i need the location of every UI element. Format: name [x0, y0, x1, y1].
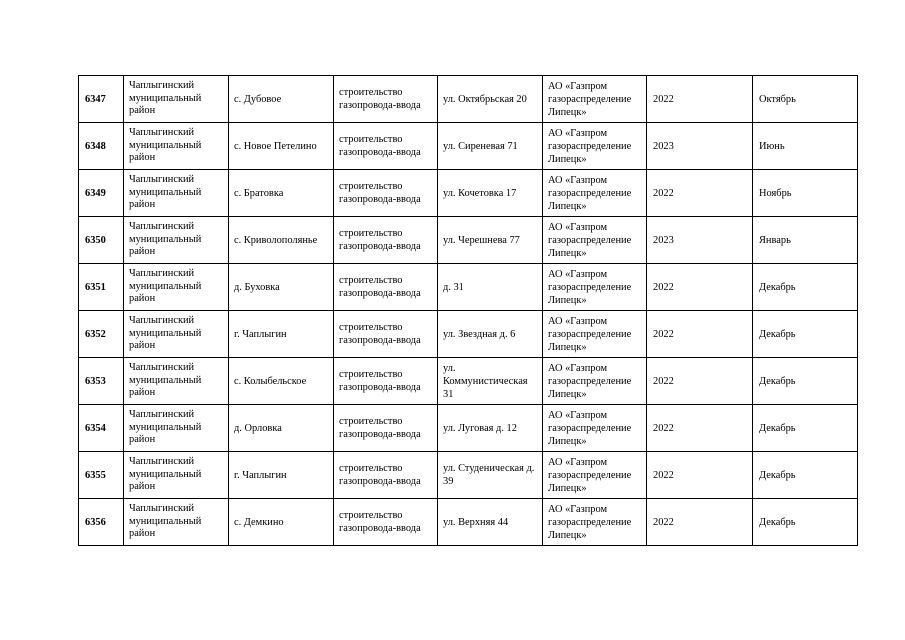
locality-cell: с. Колыбельское: [229, 358, 334, 405]
month-cell: Декабрь: [753, 264, 858, 311]
row-number-cell: 6353: [79, 358, 124, 405]
table-row: [79, 217, 858, 264]
month-cell: Декабрь: [753, 358, 858, 405]
table-row: [79, 358, 858, 405]
address-cell: ул. Луговая д. 12: [438, 405, 543, 452]
work-type-cell: строительство газопровода-ввода: [334, 170, 438, 217]
month-cell: Декабрь: [753, 405, 858, 452]
district-cell: Чаплыгинский муниципальный район: [124, 170, 229, 217]
address-cell: д. 31: [438, 264, 543, 311]
address-cell: ул. Черешнева 77: [438, 217, 543, 264]
table-row: [79, 123, 858, 170]
district-cell: Чаплыгинский муниципальный район: [124, 358, 229, 405]
district-cell: Чаплыгинский муниципальный район: [124, 405, 229, 452]
year-cell: 2022: [647, 311, 753, 358]
table-row: [79, 405, 858, 452]
month-cell: Июнь: [753, 123, 858, 170]
address-cell: ул. Коммунистическая 31: [438, 358, 543, 405]
organization-cell: АО «Газпром газораспределение Липецк»: [543, 217, 647, 264]
table-body: [79, 76, 858, 546]
year-cell: 2023: [647, 217, 753, 264]
month-cell: Декабрь: [753, 499, 858, 546]
table-row: [79, 76, 858, 123]
month-cell: Декабрь: [753, 311, 858, 358]
address-cell: ул. Звездная д. 6: [438, 311, 543, 358]
year-cell: 2022: [647, 264, 753, 311]
district-cell: Чаплыгинский муниципальный район: [124, 264, 229, 311]
organization-cell: АО «Газпром газораспределение Липецк»: [543, 311, 647, 358]
locality-cell: с. Демкино: [229, 499, 334, 546]
district-cell: Чаплыгинский муниципальный район: [124, 123, 229, 170]
table-row: [79, 311, 858, 358]
locality-cell: с. Криволополянье: [229, 217, 334, 264]
table-row: [79, 170, 858, 217]
district-cell: Чаплыгинский муниципальный район: [124, 452, 229, 499]
organization-cell: АО «Газпром газораспределение Липецк»: [543, 170, 647, 217]
work-type-cell: строительство газопровода-ввода: [334, 76, 438, 123]
locality-cell: г. Чаплыгин: [229, 452, 334, 499]
organization-cell: АО «Газпром газораспределение Липецк»: [543, 264, 647, 311]
year-cell: 2022: [647, 358, 753, 405]
gas-connection-table: [78, 75, 858, 546]
row-number-cell: 6349: [79, 170, 124, 217]
work-type-cell: строительство газопровода-ввода: [334, 123, 438, 170]
work-type-cell: строительство газопровода-ввода: [334, 499, 438, 546]
organization-cell: АО «Газпром газораспределение Липецк»: [543, 358, 647, 405]
address-cell: ул. Кочетовка 17: [438, 170, 543, 217]
address-cell: ул. Октябрьская 20: [438, 76, 543, 123]
month-cell: Декабрь: [753, 452, 858, 499]
month-cell: Январь: [753, 217, 858, 264]
district-cell: Чаплыгинский муниципальный район: [124, 76, 229, 123]
work-type-cell: строительство газопровода-ввода: [334, 405, 438, 452]
month-cell: Ноябрь: [753, 170, 858, 217]
year-cell: 2022: [647, 76, 753, 123]
locality-cell: д. Орловка: [229, 405, 334, 452]
table-row: [79, 264, 858, 311]
row-number-cell: 6351: [79, 264, 124, 311]
row-number-cell: 6352: [79, 311, 124, 358]
work-type-cell: строительство газопровода-ввода: [334, 264, 438, 311]
year-cell: 2023: [647, 123, 753, 170]
table-row: [79, 499, 858, 546]
locality-cell: г. Чаплыгин: [229, 311, 334, 358]
organization-cell: АО «Газпром газораспределение Липецк»: [543, 499, 647, 546]
work-type-cell: строительство газопровода-ввода: [334, 452, 438, 499]
year-cell: 2022: [647, 499, 753, 546]
year-cell: 2022: [647, 405, 753, 452]
work-type-cell: строительство газопровода-ввода: [334, 217, 438, 264]
year-cell: 2022: [647, 452, 753, 499]
table-row: [79, 452, 858, 499]
row-number-cell: 6356: [79, 499, 124, 546]
row-number-cell: 6347: [79, 76, 124, 123]
locality-cell: с. Братовка: [229, 170, 334, 217]
district-cell: Чаплыгинский муниципальный район: [124, 499, 229, 546]
address-cell: ул. Сиреневая 71: [438, 123, 543, 170]
row-number-cell: 6348: [79, 123, 124, 170]
district-cell: Чаплыгинский муниципальный район: [124, 217, 229, 264]
row-number-cell: 6350: [79, 217, 124, 264]
locality-cell: д. Буховка: [229, 264, 334, 311]
locality-cell: с. Новое Петелино: [229, 123, 334, 170]
district-cell: Чаплыгинский муниципальный район: [124, 311, 229, 358]
locality-cell: с. Дубовое: [229, 76, 334, 123]
year-cell: 2022: [647, 170, 753, 217]
work-type-cell: строительство газопровода-ввода: [334, 311, 438, 358]
work-type-cell: строительство газопровода-ввода: [334, 358, 438, 405]
address-cell: ул. Верхняя 44: [438, 499, 543, 546]
row-number-cell: 6354: [79, 405, 124, 452]
organization-cell: АО «Газпром газораспределение Липецк»: [543, 405, 647, 452]
month-cell: Октябрь: [753, 76, 858, 123]
organization-cell: АО «Газпром газораспределение Липецк»: [543, 76, 647, 123]
organization-cell: АО «Газпром газораспределение Липецк»: [543, 123, 647, 170]
organization-cell: АО «Газпром газораспределение Липецк»: [543, 452, 647, 499]
row-number-cell: 6355: [79, 452, 124, 499]
address-cell: ул. Студеническая д. 39: [438, 452, 543, 499]
